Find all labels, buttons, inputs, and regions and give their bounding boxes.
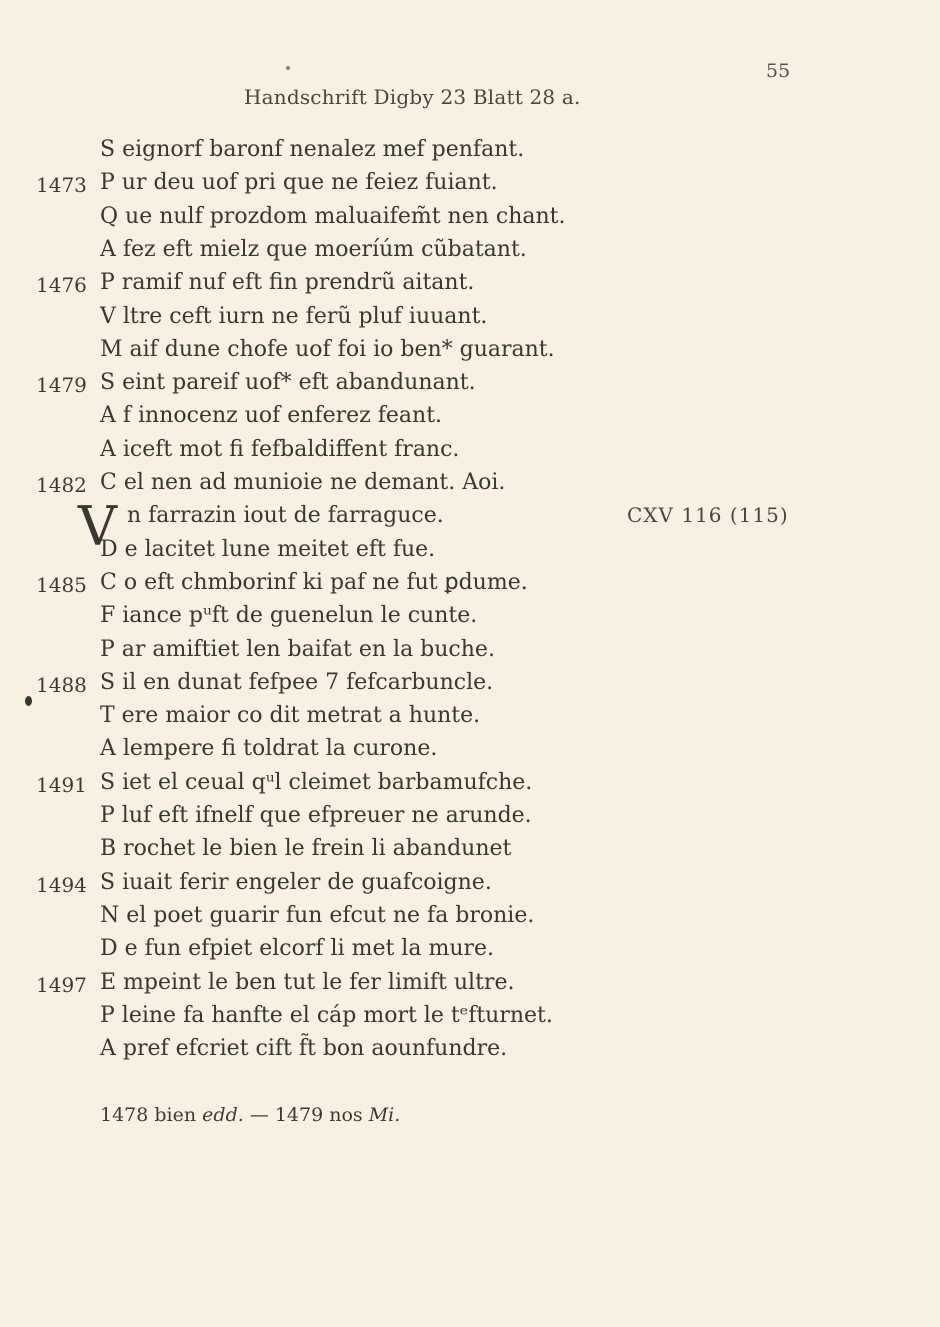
verse-line bbox=[0, 537, 940, 569]
verse-text: B rochet le bien le frein li abandunet bbox=[100, 836, 512, 862]
ink-dot bbox=[286, 66, 290, 70]
footnote-part: — 1479 nos bbox=[243, 1104, 369, 1126]
footnote bbox=[100, 1104, 400, 1126]
line-number: 1479 bbox=[36, 373, 87, 398]
verse-text: A iceft mot fi fefbaldiffent franc. bbox=[100, 436, 460, 462]
verse-line bbox=[0, 603, 940, 635]
verse-text: P ar amiftiet len baifat en la buche. bbox=[100, 636, 495, 662]
verse-text: D e fun efpiet elcorf li met la mure. bbox=[100, 936, 495, 962]
verse-text: C o eft chmborinf ki paf ne fut ꝑdume. bbox=[100, 569, 528, 595]
verse-text: A fez eft mielz que moeríúm cũbatant. bbox=[100, 236, 527, 262]
verse-line bbox=[0, 736, 940, 768]
verse-line bbox=[0, 770, 940, 802]
decorated-initial: V bbox=[78, 495, 117, 558]
verse-text: A pref efcriet cift f̃t bon aounfundre. bbox=[100, 1036, 508, 1062]
verse-line bbox=[0, 1003, 940, 1035]
footnote-part-italic: edd. bbox=[202, 1104, 244, 1126]
verse-text: C el nen ad munioie ne demant. Aoi. bbox=[100, 470, 506, 495]
verse-line bbox=[0, 204, 940, 236]
verse-line bbox=[0, 270, 940, 302]
verse-text: T ere maior co dit metrat a hunte. bbox=[100, 703, 481, 729]
verse-line bbox=[0, 470, 940, 502]
verse-text: P ur deu uof pri que ne feiez fuiant. bbox=[100, 170, 498, 196]
verse-text: P ramif nuf eft fin prendrũ aitant. bbox=[100, 270, 475, 296]
verse-line bbox=[0, 803, 940, 835]
verse-text: S eint pareif uof* eft abandunant. bbox=[100, 370, 476, 396]
verse-text: A f innocenz uof enferez feant. bbox=[100, 403, 443, 429]
verse-line bbox=[0, 503, 940, 535]
line-number: 1482 bbox=[36, 473, 87, 497]
line-number: 1494 bbox=[36, 872, 87, 897]
verse-text: M aif dune chofe uof foi io ben* guarant. bbox=[100, 336, 555, 362]
verse-text: P leine fa hanfte el cáp mort le tᵉfturnet. bbox=[100, 1002, 553, 1028]
line-number: 1473 bbox=[36, 173, 87, 198]
verse-text: Q ue nulf prozdom maluaifem̃t nen chant. bbox=[100, 203, 566, 229]
verse-text: F iance pᵘft de guenelun le cunte. bbox=[100, 603, 478, 629]
verse-line bbox=[0, 304, 940, 336]
footnote-part-italic: Mi. bbox=[368, 1104, 401, 1126]
verse-line bbox=[0, 403, 940, 435]
line-number: 1497 bbox=[36, 972, 87, 997]
verse-text: E mpeint le ben tut le fer limift ultre. bbox=[100, 969, 515, 995]
running-head: Handschrift Digby 23 Blatt 28 a. bbox=[244, 85, 581, 109]
verse-text: n farrazin iout de farraguce. bbox=[127, 503, 444, 529]
verse-text: A lempere fi toldrat la curone. bbox=[100, 736, 438, 762]
verse-line bbox=[0, 570, 940, 602]
verse-line bbox=[0, 137, 940, 169]
verse-line bbox=[0, 836, 940, 868]
page-number: 55 bbox=[766, 60, 791, 82]
verse-line bbox=[0, 670, 940, 702]
verse-line bbox=[0, 337, 940, 369]
verse-line bbox=[0, 903, 940, 935]
verse-line bbox=[0, 870, 940, 902]
verse-text: S iuait ferir engeler de guafcoigne. bbox=[100, 869, 492, 895]
line-number: 1491 bbox=[36, 772, 87, 797]
verse-text: N el poet guarir fun efcut ne fa bronie. bbox=[100, 902, 535, 928]
verse-line bbox=[0, 1036, 940, 1068]
verse-text: D e lacitet lune meitet eft fue. bbox=[100, 536, 436, 562]
verse-text: P luf eft ifnelf que efpreuer ne arunde. bbox=[100, 803, 532, 828]
line-number: 1488 bbox=[36, 672, 87, 697]
verse-line bbox=[0, 703, 940, 735]
footnote-part: 1478 bien bbox=[100, 1104, 203, 1126]
verse-text: S eignorf baronf nenalez mef penfant. bbox=[100, 137, 525, 162]
margin-bullet bbox=[25, 696, 32, 706]
line-number: 1485 bbox=[36, 572, 87, 597]
verse-line bbox=[0, 970, 940, 1002]
verse-line bbox=[0, 170, 940, 202]
verse-text: S iet el ceual qᵘl cleimet barbamufche. bbox=[100, 769, 533, 795]
verse-line bbox=[0, 237, 940, 269]
verse-text: V ltre ceft iurn ne ferũ pluf iuuant. bbox=[100, 303, 488, 329]
verse-line bbox=[0, 437, 940, 469]
margin-reference: CXV 116 (115) bbox=[627, 503, 789, 527]
verse-text: S il en dunat fefpee 7 fefcarbuncle. bbox=[100, 669, 494, 695]
line-number: 1476 bbox=[36, 273, 87, 298]
verse-line bbox=[0, 936, 940, 968]
verse-line bbox=[0, 370, 940, 402]
verse-line bbox=[0, 637, 940, 669]
